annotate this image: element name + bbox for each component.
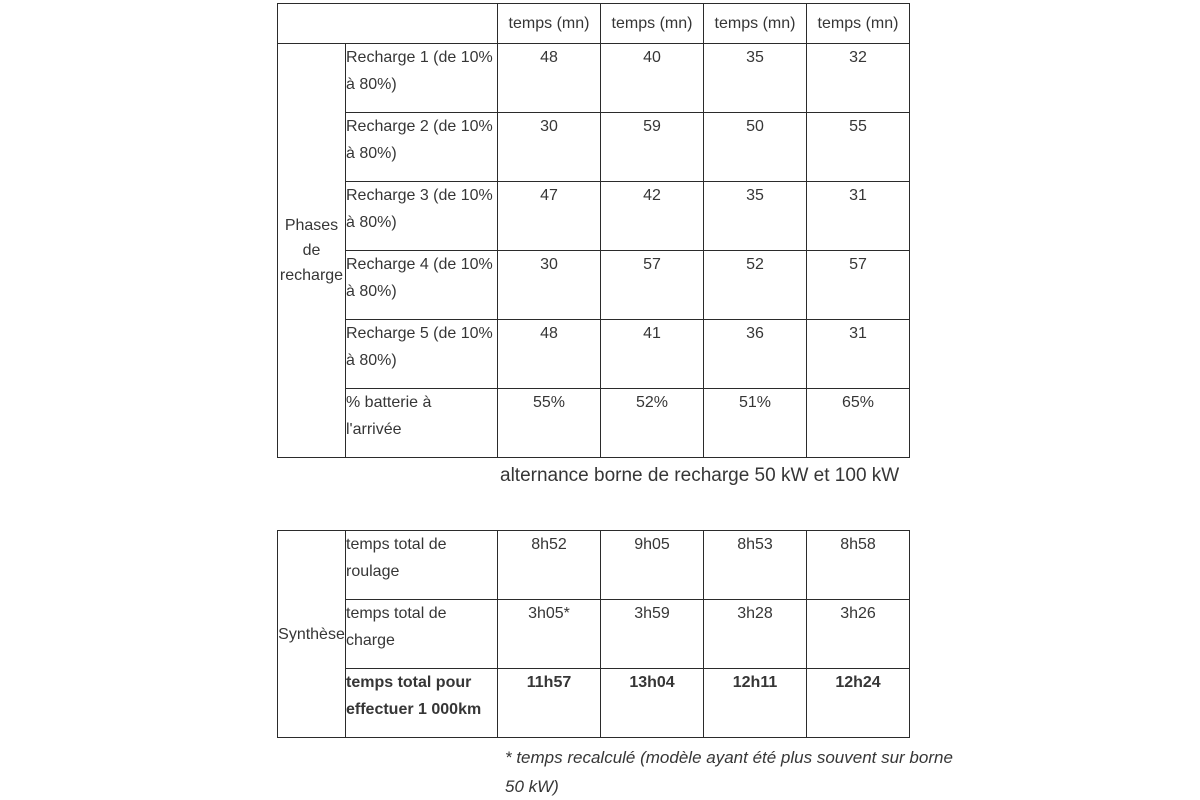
value-cell: 30 (498, 251, 601, 320)
value-cell: 12h24 (807, 669, 910, 738)
value-cell: 11h57 (498, 669, 601, 738)
table-row (278, 182, 910, 251)
value-cell: 50 (704, 113, 807, 182)
col-header-4: temps (mn) (807, 4, 910, 44)
value-cell: 32 (807, 44, 910, 113)
row-label-recharge-4: Recharge 4 (de 10% à 80%) (346, 251, 498, 320)
row-label-recharge-2: Recharge 2 (de 10% à 80%) (346, 113, 498, 182)
value-cell: 3h59 (601, 600, 704, 669)
value-cell: 35 (704, 44, 807, 113)
phases-group-label (278, 44, 346, 458)
value-cell: 42 (601, 182, 704, 251)
value-cell: 30 (498, 113, 601, 182)
value-cell: 8h52 (498, 531, 601, 600)
col-header-1: temps (mn) (498, 4, 601, 44)
value-cell: 41 (601, 320, 704, 389)
value-cell: 51% (704, 389, 807, 458)
value-cell: 3h26 (807, 600, 910, 669)
row-label-battery-pct: % batterie à l'arrivée (346, 389, 498, 458)
col-header-2: temps (mn) (601, 4, 704, 44)
table-row (278, 600, 910, 669)
value-cell: 12h11 (704, 669, 807, 738)
col-header-3: temps (mn) (704, 4, 807, 44)
value-cell: 48 (498, 320, 601, 389)
value-cell: 57 (601, 251, 704, 320)
recharge-table-section (277, 3, 910, 458)
row-label-recharge-3: Recharge 3 (de 10% à 80%) (346, 182, 498, 251)
value-cell: 65% (807, 389, 910, 458)
recharge-table (277, 3, 910, 458)
synthese-table-section (277, 530, 910, 738)
value-cell: 8h53 (704, 531, 807, 600)
table-row (278, 389, 910, 458)
synthese-group-label (278, 531, 346, 738)
row-label-recharge-5: Recharge 5 (de 10% à 80%) (346, 320, 498, 389)
value-cell: 8h58 (807, 531, 910, 600)
group-label-line: Synthèse (278, 625, 345, 643)
table-row (278, 113, 910, 182)
table-row (278, 44, 910, 113)
value-cell: 55% (498, 389, 601, 458)
header-row (278, 4, 910, 44)
value-cell: 48 (498, 44, 601, 113)
table-row (278, 531, 910, 600)
value-cell: 52% (601, 389, 704, 458)
value-cell: 55 (807, 113, 910, 182)
value-cell: 57 (807, 251, 910, 320)
group-label-line: recharge (279, 267, 344, 284)
value-cell: 9h05 (601, 531, 704, 600)
synthese-table (277, 530, 910, 738)
value-cell: 40 (601, 44, 704, 113)
value-cell: 31 (807, 182, 910, 251)
value-cell: 59 (601, 113, 704, 182)
table-row (278, 251, 910, 320)
header-spacer (278, 4, 498, 44)
table-caption: alternance borne de recharge 50 kW et 100 kW (500, 465, 900, 486)
value-cell: 13h04 (601, 669, 704, 738)
value-cell: 3h28 (704, 600, 807, 669)
row-label-charge: temps total de charge (346, 600, 498, 669)
value-cell: 3h05* (498, 600, 601, 669)
row-label-roulage: temps total de roulage (346, 531, 498, 600)
row-label-total-1000km: temps total pour effectuer 1 000km (346, 669, 498, 738)
value-cell: 35 (704, 182, 807, 251)
group-label-line: Phases (284, 217, 339, 234)
value-cell: 52 (704, 251, 807, 320)
group-label-line: de (302, 242, 321, 259)
table-row-total (278, 669, 910, 738)
footnote (505, 743, 953, 800)
value-cell: 31 (807, 320, 910, 389)
value-cell: 47 (498, 182, 601, 251)
footnote-line: * temps recalculé (modèle ayant été plus souvent sur borne (505, 748, 953, 767)
row-label-recharge-1: Recharge 1 (de 10% à 80%) (346, 44, 498, 113)
table-row (278, 320, 910, 389)
value-cell: 36 (704, 320, 807, 389)
footnote-line: 50 kW) (505, 777, 559, 796)
